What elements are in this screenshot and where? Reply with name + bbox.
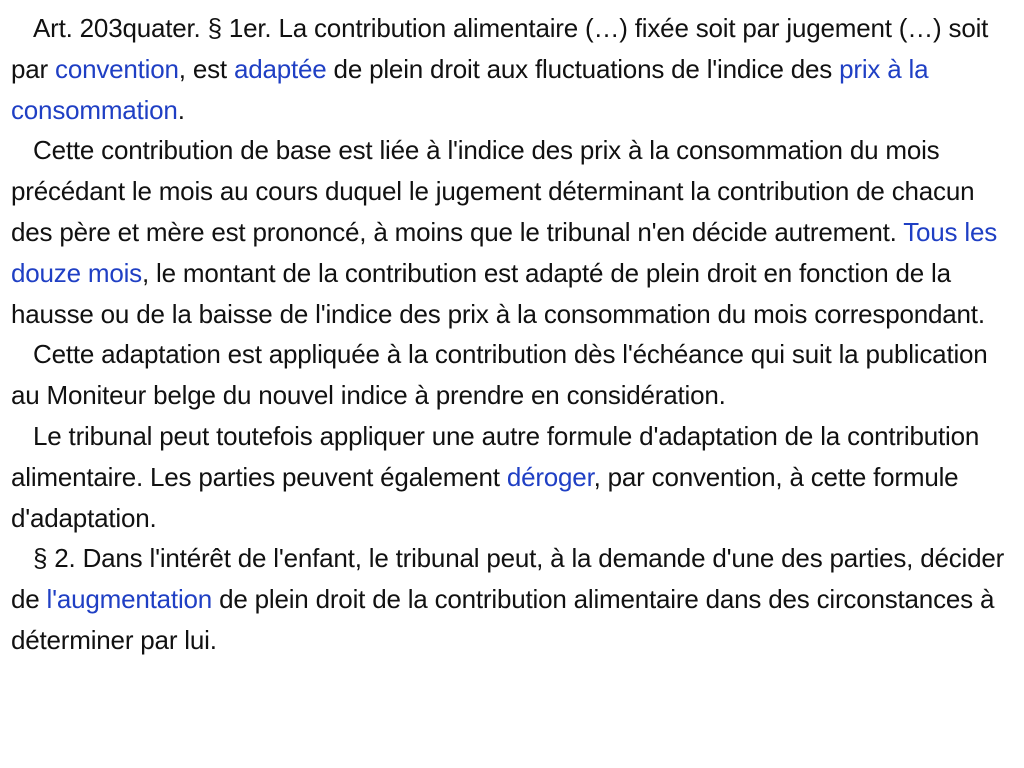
text-segment: Art. 203quater. § 1er. La contribution alimentaire (…) fixée soit par jugement (…) soit par <box>11 13 989 84</box>
highlighted-term: Tous les douze mois <box>11 216 997 288</box>
text-segment: , par convention, à cette formule d'adaptation. <box>11 461 959 533</box>
highlighted-term: déroger <box>506 461 594 492</box>
article-paragraph <box>11 8 1014 130</box>
text-segment: Cette contribution de base est liée à l'indice des prix à la consommation du mois précédant le mois au cours duquel le jugement déterminant la contribution de chacun des père et mère est prononcé, à moins que le tribunal n'en décide autrement. <box>11 135 975 247</box>
text-segment: § 2. Dans l'intérêt de l'enfant, le tribunal peut, à la demande d'une des parties, décider de <box>11 543 1005 615</box>
article-paragraph <box>11 538 1014 660</box>
highlighted-term: adaptée <box>233 53 327 84</box>
text-segment: Cette adaptation est appliquée à la contribution dès l'échéance qui suit la publication au Moniteur belge du nouvel indice à prendre en considération. <box>11 339 988 411</box>
text-segment: de plein droit de la contribution alimentaire dans des circonstances à déterminer par lui. <box>11 584 995 655</box>
article-paragraph <box>11 130 1014 334</box>
highlighted-term: l'augmentation <box>46 584 213 615</box>
article-paragraph <box>11 334 1014 416</box>
article-paragraph <box>11 416 1014 538</box>
text-segment: Le tribunal peut toutefois appliquer une autre formule d'adaptation de la contribution alimentaire. Les parties peuvent également <box>11 420 980 492</box>
text-segment: , le montant de la contribution est adapté de plein droit en fonction de la hausse ou de la baisse de l'indice des prix à la consommation du mois correspondant. <box>11 257 985 329</box>
text-segment: de plein droit aux fluctuations de l'indice des <box>326 53 840 84</box>
text-segment: , est <box>178 53 234 84</box>
highlighted-term: convention <box>55 53 179 84</box>
article-text-body <box>11 8 1014 661</box>
text-segment: . <box>177 94 185 125</box>
highlighted-term: prix à la consommation <box>11 53 929 125</box>
